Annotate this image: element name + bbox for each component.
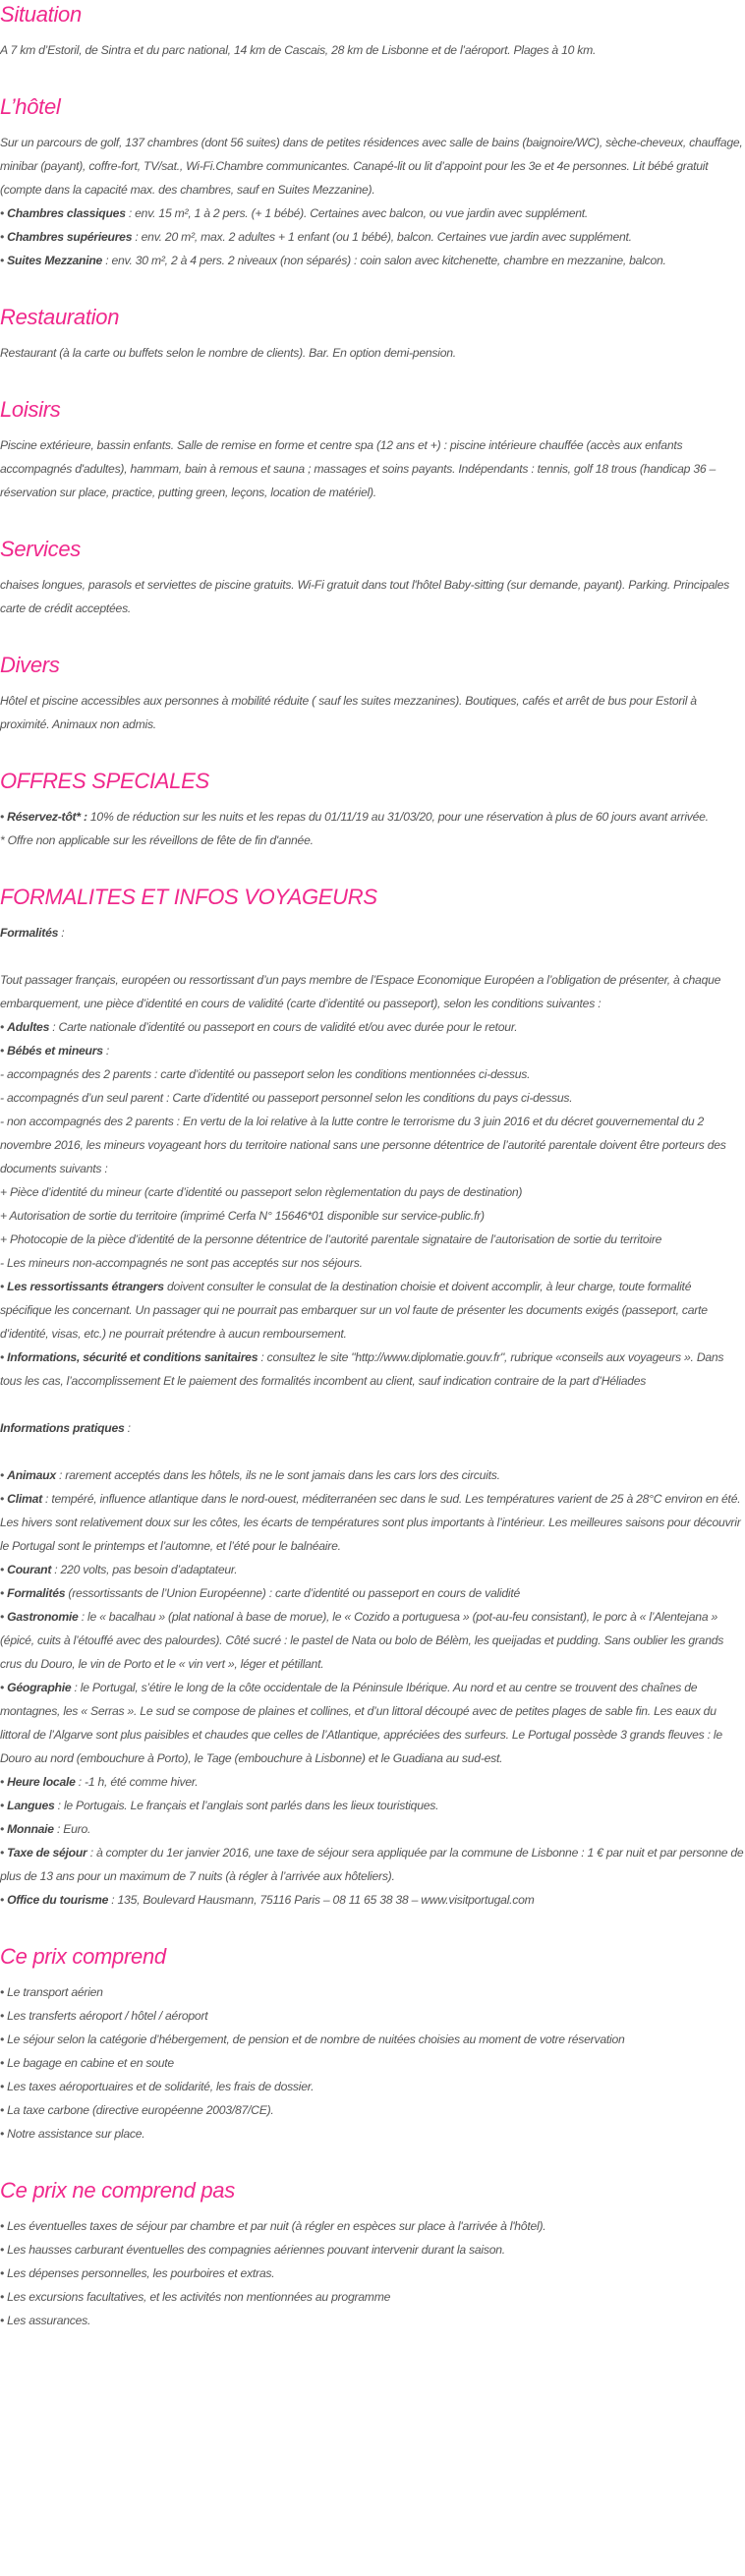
pratique-item: • Gastronomie : le « bacalhau » (plat national à base de morue), le « Cozido a portuguesa » (pot-au-feu consistant), le porc à « l’Alentejana » (épicé, cuits à l’étouffé avec des palourdes). Côté sucré : le pastel de Nata ou bolo de Bélèm, les queijadas et pudding. Sans oublier les grands crus du Douro, le vin de Porto et le « vin vert », léger et pétillant. bbox=[0, 1610, 724, 1671]
section-title: OFFRES SPECIALES bbox=[0, 769, 209, 793]
included-item: • La taxe carbone (directive européenne 2003/87/CE). bbox=[0, 2103, 274, 2117]
excluded-item: • Les hausses carburant éventuelles des compagnies aériennes pouvant intervenir durant la saison. bbox=[0, 2243, 505, 2257]
pratique-item: • Heure locale : -1 h, été comme hiver. bbox=[0, 1775, 199, 1789]
section-title: Loisirs bbox=[0, 397, 61, 422]
included-item: • Le séjour selon la catégorie d’hébergement, de pension et de nombre de nuitées choisies au moment de votre réservation bbox=[0, 2032, 625, 2046]
offer-note: * Offre non applicable sur les réveillons de fête de fin d'année. bbox=[0, 833, 314, 847]
section-title: L’hôtel bbox=[0, 94, 61, 119]
section-title: Ce prix ne comprend pas bbox=[0, 2178, 235, 2203]
pratique-item: • Monnaie : Euro. bbox=[0, 1822, 91, 1836]
situation-text: A 7 km d’Estoril, de Sintra et du parc national, 14 km de Cascais, 28 km de Lisbonne et de l’aéroport. Plages à 10 km. bbox=[0, 43, 597, 57]
mineurs-line: - accompagnés des 2 parents : carte d’identité ou passeport selon les conditions mentionnées ci-dessus. bbox=[0, 1067, 531, 1081]
included-item: • Notre assistance sur place. bbox=[0, 2127, 145, 2141]
offer-label: Réservez-tôt* : bbox=[7, 810, 87, 824]
included-item: • Les transferts aéroport / hôtel / aéroport bbox=[0, 2009, 208, 2023]
section-formalites bbox=[0, 883, 745, 1912]
section-title: FORMALITES ET INFOS VOYAGEURS bbox=[0, 885, 377, 909]
excluded-item: • Les assurances. bbox=[0, 2314, 91, 2327]
pratique-item: • Animaux : rarement acceptés dans les hôtels, ils ne le sont jamais dans les cars lors des circuits. bbox=[0, 1468, 500, 1482]
excluded-item: • Les éventuelles taxes de séjour par chambre et par nuit (à régler en espèces sur place à l'arrivée à l'hôtel). bbox=[0, 2219, 546, 2233]
section-title: Situation bbox=[0, 2, 82, 27]
services-text: chaises longues, parasols et serviettes de piscine gratuits. Wi-Fi gratuit dans tout l'hôtel Baby-sitting (sur demande, payant). Parking. Principales carte de crédit acceptées. bbox=[0, 578, 729, 615]
loisirs-text: Piscine extérieure, bassin enfants. Salle de remise en forme et centre spa (12 ans et +) : piscine intérieure chauffée (accès aux enfants accompagnés d'adultes), hammam, bain à remous et sauna ; massages et soins payants. Indépendants : tennis, golf 18 trous (handicap 36 – réservation sur place, practice, putting green, leçons, location de matériel). bbox=[0, 438, 716, 499]
pratique-item: • Climat : tempéré, influence atlantique dans le nord-ouest, méditerranéen sec dans le sud. Les températures varient de 25 à 28°C environ en été. Les hivers sont relativement doux sur les côtes, les écarts de températures sont plus importants à l’intérieur. Les meilleures saisons pour découvrir le Portugal sont le printemps et l’automne, et l’été pour le balnéaire. bbox=[0, 1492, 741, 1553]
section-title: Ce prix comprend bbox=[0, 1944, 166, 1969]
section-prix-comprend bbox=[0, 1942, 745, 2146]
pratique-item: • Courant : 220 volts, pas besoin d’adaptateur. bbox=[0, 1563, 238, 1576]
section-prix-ne-comprend-pas bbox=[0, 2176, 745, 2332]
section-divers bbox=[0, 651, 745, 736]
pratique-item: • Formalités (ressortissants de l’Union Européenne) : carte d’identité ou passeport en cours de validité bbox=[0, 1586, 521, 1600]
room-label: Suites Mezzanine bbox=[7, 254, 103, 267]
room-item: • Chambres classiques : env. 15 m², 1 à 2 pers. (+ 1 bébé). Certaines avec balcon, ou vue jardin avec supplément. bbox=[0, 206, 589, 220]
formalites-subheading: Formalités : bbox=[0, 926, 65, 940]
divers-text: Hôtel et piscine accessibles aux personnes à mobilité réduite ( sauf les suites mezzanines). Boutiques, cafés et arrêt de bus pour Estoril à proximité. Animaux non admis. bbox=[0, 694, 697, 731]
section-title: Services bbox=[0, 537, 81, 561]
formalites-intro: Tout passager français, européen ou ressortissant d’un pays membre de l’Espace Economique Européen a l’obligation de présenter, à chaque embarquement, une pièce d’identité en cours de validité (carte d’identité ou passeport), selon les conditions suivantes : bbox=[0, 973, 721, 1010]
restauration-text: Restaurant (à la carte ou buffets selon le nombre de clients). Bar. En option demi-pension. bbox=[0, 346, 456, 360]
room-item: • Chambres supérieures : env. 20 m², max. 2 adultes + 1 enfant (ou 1 bébé), balcon. Certaines vue jardin avec supplément. bbox=[0, 230, 632, 244]
section-offres-speciales bbox=[0, 767, 745, 852]
pratique-item: • Taxe de séjour : à compter du 1er janvier 2016, une taxe de séjour sera appliquée par la commune de Lisbonne : 1 € par nuit et par personne de plus de 13 ans pour un maximum de 7 nuits (à régler à l’arrivée aux hôteliers). bbox=[0, 1846, 744, 1883]
formalites-bebes: • Bébés et mineurs : bbox=[0, 1044, 110, 1058]
included-item: • Le bagage en cabine et en soute bbox=[0, 2056, 174, 2070]
pratiques-subheading: Informations pratiques : bbox=[0, 1421, 131, 1435]
mineurs-line: + Pièce d’identité du mineur (carte d’identité ou passeport selon règlementation du pays de destination) bbox=[0, 1185, 523, 1199]
room-label: Chambres classiques bbox=[7, 206, 126, 220]
pratique-item: • Office du tourisme : 135, Boulevard Hausmann, 75116 Paris – 08 11 65 38 38 – www.visitportugal.com bbox=[0, 1893, 535, 1907]
room-item: • Suites Mezzanine : env. 30 m², 2 à 4 pers. 2 niveaux (non séparés) : coin salon avec kitchenette, chambre en mezzanine, balcon. bbox=[0, 254, 666, 267]
room-label: Chambres supérieures bbox=[7, 230, 133, 244]
mineurs-line: - accompagnés d’un seul parent : Carte d’identité ou passeport personnel selon les conditions du pays ci-dessus. bbox=[0, 1091, 573, 1105]
section-title: Divers bbox=[0, 653, 60, 677]
formalites-etrangers: • Les ressortissants étrangers doivent consulter le consulat de la destination choisie et doivent accomplir, à leur charge, toute formalité spécifique les concernant. Un passager qui ne pourrait pas embarquer sur un vol faute de présenter les documents exigés (passeport, carte d’identité, visas, etc.) ne pourrait prétendre à aucun remboursement. bbox=[0, 1280, 708, 1341]
pratique-item: • Langues : le Portugais. Le français et l’anglais sont parlés dans les lieux touristiques. bbox=[0, 1799, 439, 1812]
mineurs-line: - Les mineurs non-accompagnés ne sont pas acceptés sur nos séjours. bbox=[0, 1256, 363, 1270]
section-hotel bbox=[0, 92, 745, 272]
section-situation bbox=[0, 0, 745, 62]
included-item: • Le transport aérien bbox=[0, 1985, 103, 1999]
section-loisirs bbox=[0, 395, 745, 504]
hotel-intro: Sur un parcours de golf, 137 chambres (dont 56 suites) dans de petites résidences avec salle de bains (baignoire/WC), sèche-cheveux, chauffage, minibar (payant), coffre-fort, TV/sat., Wi-Fi.Chambre communicantes. Canapé-lit ou lit d’appoint pour les 3e et 4e personnes. Lit bébé gratuit (compte dans la capacité max. des chambres, sauf en Suites Mezzanine). bbox=[0, 136, 743, 197]
section-services bbox=[0, 535, 745, 620]
mineurs-line: + Photocopie de la pièce d’identité de la personne détentrice de l’autorité parentale signataire de l’autorisation de sortie du territoire bbox=[0, 1232, 662, 1246]
offer-item: • Réservez-tôt* : 10% de réduction sur les nuits et les repas du 01/11/19 au 31/03/20, pour une réservation à plus de 60 jours avant arrivée. bbox=[0, 810, 709, 824]
formalites-securite: • Informations, sécurité et conditions sanitaires : consultez le site "http://www.diplomatie.gouv.fr", rubrique «conseils aux voyageurs ». Dans tous les cas, l’accomplissement Et le paiement des formalités incombent au client, sauf indication contraire de la part d’Héliades bbox=[0, 1350, 724, 1388]
excluded-item: • Les excursions facultatives, et les activités non mentionnées au programme bbox=[0, 2290, 391, 2304]
pratique-item: • Géographie : le Portugal, s’étire le long de la côte occidentale de la Péninsule Ibérique. Au nord et au centre se trouvent des chaînes de montagnes, les « Serras ». Le sud se compose de plaines et collines, et d’un littoral découpé avec de petites plages de sable fin. Les eaux du littoral de l’Algarve sont plus paisibles et chaudes que celles de l’Atlantique, appréciées des surfeurs. Le Portugal possède 3 grands fleuves : le Douro au nord (embouchure à Porto), le Tage (embouchure à Lisbonne) et le Guadiana au sud-est. bbox=[0, 1681, 722, 1765]
section-title: Restauration bbox=[0, 305, 120, 329]
mineurs-line: + Autorisation de sortie du territoire (imprimé Cerfa N° 15646*01 disponible sur service-public.fr) bbox=[0, 1209, 485, 1223]
section-restauration bbox=[0, 303, 745, 365]
formalites-adultes: • Adultes : Carte nationale d’identité ou passeport en cours de validité et/ou avec durée pour le retour. bbox=[0, 1020, 518, 1034]
included-item: • Les taxes aéroportuaires et de solidarité, les frais de dossier. bbox=[0, 2080, 315, 2093]
mineurs-line: - non accompagnés des 2 parents : En vertu de la loi relative à la lutte contre le terrorisme du 3 juin 2016 et du décret gouvernemental du 2 novembre 2016, les mineurs voyageant hors du territoire national sans une personne détentrice de l’autorité parentale doivent être porteurs des documents suivants : bbox=[0, 1115, 726, 1175]
excluded-item: • Les dépenses personnelles, les pourboires et extras. bbox=[0, 2266, 275, 2280]
